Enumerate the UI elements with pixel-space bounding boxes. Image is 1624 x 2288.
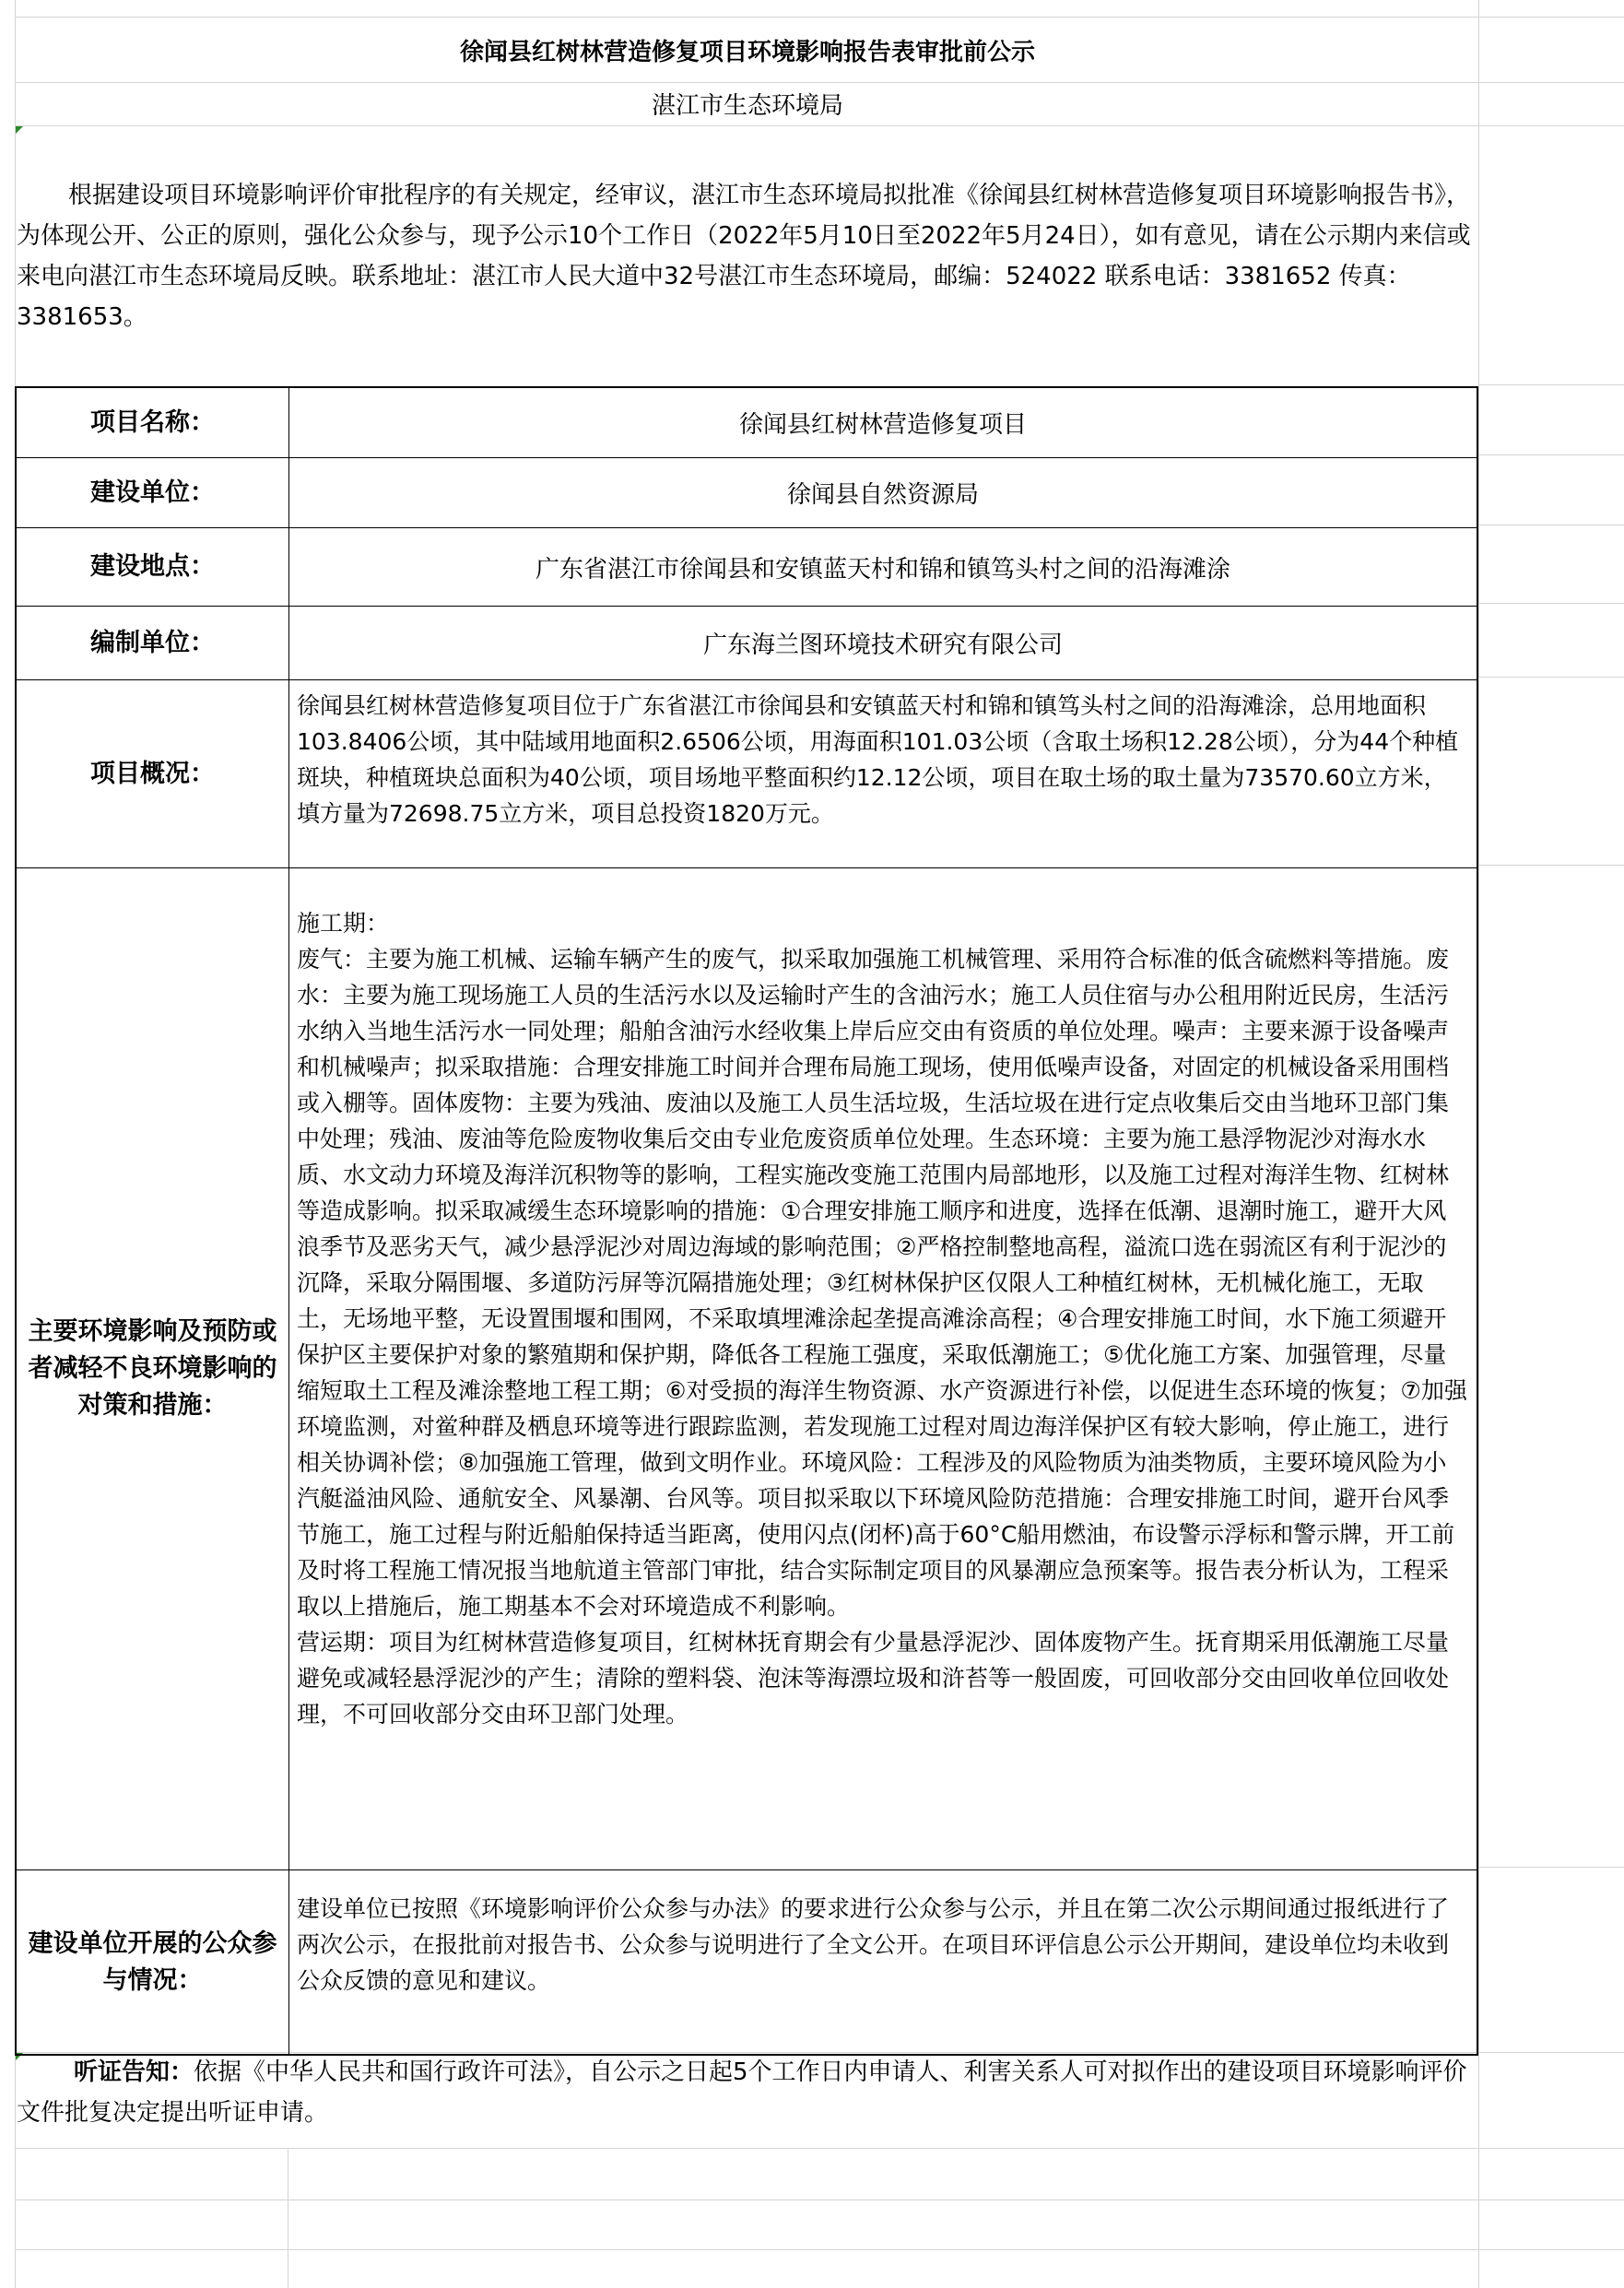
construction-measures: 废气：主要为施工机械、运输车辆产生的废气，拟采取加强施工机械管理、采用符合标准的低含硫燃料等措施。废水：主要为施工现场施工人员的生活污水以及运输时产生的含油污水；施工人员住宿与办公租用附近民房，生活污水纳入当地生活污水一同处理；船舶含油污水经收集上岸后应交由有资质的单位处理。噪声：主要来源于设备噪声和机械噪声；拟采取措施：合理安排施工时间并合理布局施工现场，使用低噪声设备，对固定的机械设备采用围档或入棚等。固体废物：主要为残油、废油以及施工人员生活垃圾，生活垃圾在进行定点收集后交由当地环卫部门集中处理；残油、废油等危险废物收集后交由专业危废资质单位处理。生态环境：主要为施工悬浮物泥沙对海水水质、水文动力环境及海洋沉积物等的影响，工程实施改变施工范围内局部地形，以及施工过程对海洋生物、红树林等造成影响。拟采取减缓生态环境影响的措施：①合理安排施工顺序和进度，选择在低潮、退潮时施工，避开大风浪季节及恶劣天气，减少悬浮泥沙对周边海域的影响范围；②严格控制整地高程，溢流口选在弱流区有利于泥沙的沉降，采取分隔围堰、多道防污屏等沉隔措施处理；③红树林保护区仅限人工种植红树林，无机械化施工，无取土，无场地平整，无设置围堰和围网，不采取填埋滩涂起垄提高滩涂高程；④合理安排施工时间，水下施工须避开保护区主要保护对象的繁殖期和保护期，降低各工程施工强度，采取低潮施工；⑤优化施工方案、加强管理，尽量缩短取土工程及滩涂整地工程工期；⑥对受损的海洋生物资源、水产资源进行补偿，以促进生态环境的恢复；⑦加强环境监测，对鲎种群及栖息环境等进行跟踪监测，若发现施工过程对周边海洋保护区有较大影响，停止施工，进行相关协调补偿；⑧加强施工管理，做到文明作业。环境风险：工程涉及的风险物质为油类物质，主要环境风险为小汽艇溢油风险、通航安全、风暴潮、台风等。项目拟采取以下环境风险防范措施：合理安排施工时间，避开台风季节施工，施工过程与附近船舶保持适当距离，使用闪点(闭杯)高于60°C船用燃油，布设警示浮标和警示牌，开工前及时将工程施工情况报当地航道主管部门审批，结合实际制定项目的风暴潮应急预案等。报告表分析认为，工程采取以上措施后，施工期基本不会对环境造成不利影响。 — [297, 946, 1467, 1620]
comment-marker — [16, 126, 23, 134]
value-measures — [289, 868, 1477, 1869]
hearing-label: 听证告知： — [74, 2058, 194, 2086]
value-builder: 徐闻县自然资源局 — [786, 481, 979, 509]
agency-name: 湛江市生态环境局 — [651, 91, 843, 120]
label-project-name: 项目名称： — [17, 388, 289, 457]
document-title: 徐闻县红树林营造修复项目环境影响报告表审批前公示 — [459, 38, 1035, 66]
overview-text: 徐闻县红树林营造修复项目位于广东省湛江市徐闻县和安镇蓝天村和锦和镇笃头村之间的沿海滩涂，总用地面积103.8406公顷，其中陆域用地面积2.6506公顷，用海面积101.03公顷（含取土场积12.28公顷），分为44个种植斑块，种植斑块总面积为40公顷，项目场地平整面积约12.12公顷，项目在取土场的取土量为73570.60立方米，填方量为72698.75立方米，项目总投资1820万元。 — [297, 692, 1459, 827]
hearing-notice — [17, 2052, 1486, 2133]
info-table — [15, 386, 1478, 2056]
gridline — [1478, 677, 1624, 678]
value-overview — [289, 680, 1477, 867]
value-location: 广东省湛江市徐闻县和安镇蓝天村和锦和镇笃头村之间的沿海滩涂 — [535, 555, 1230, 584]
row-participation — [17, 1870, 1477, 2054]
label-measures: 主要环境影响及预防或者减轻不良环境影响的对策和措施： — [17, 868, 289, 1869]
operation-measures: 营运期：项目为红树林营造修复项目，红树林抚育期会有少量悬浮泥沙、固体废物产生。抚育期采用低潮施工尽量避免或减轻悬浮泥沙的产生；清除的塑料袋、泡沫等海漂垃圾和浒苔等一般固废，可回收部分交由回收单位回收处理，不可回收部分交由环卫部门处理。 — [297, 1629, 1450, 1728]
gridline — [1478, 865, 1624, 866]
value-compiler: 广东海兰图环境技术研究有限公司 — [702, 631, 1063, 659]
label-overview: 项目概况： — [17, 680, 289, 867]
gridline — [15, 2148, 1624, 2149]
label-location: 建设地点： — [17, 528, 289, 606]
row-project-name — [17, 388, 1477, 458]
gridline — [15, 17, 1624, 18]
label-compiler: 编制单位： — [17, 607, 289, 679]
gridline — [15, 2249, 1624, 2250]
row-compiler — [17, 607, 1477, 680]
gridline — [1478, 1867, 1624, 1868]
row-overview — [17, 680, 1477, 868]
row-location — [17, 528, 1477, 607]
gridline — [1478, 603, 1624, 604]
gridline — [15, 125, 1624, 126]
label-participation: 建设单位开展的公众参与情况： — [17, 1870, 289, 2054]
construction-heading: 施工期： — [297, 910, 390, 937]
hearing-text: 依据《中华人民共和国行政许可法》，自公示之日起5个工作日内申请人、利害关系人可对拟作出的建设项目环境影响评价文件批复决定提出听证申请。 — [17, 2058, 1467, 2127]
value-project-name: 徐闻县红树林营造修复项目 — [738, 411, 1027, 439]
row-measures — [17, 868, 1477, 1870]
value-participation — [289, 1870, 1477, 2054]
gridline — [1478, 454, 1624, 455]
gridline — [1478, 384, 1624, 385]
participation-text: 建设单位已按照《环境影响评价公众参与办法》的要求进行公众参与公示，并且在第二次公示期间通过报纸进行了两次公示，在报批前对报告书、公众参与说明进行了全文公开。在项目环评信息公示公开期间，建设单位均未收到公众反馈的意见和建议。 — [297, 1895, 1450, 1994]
row-builder — [17, 458, 1477, 528]
label-builder: 建设单位： — [17, 458, 289, 527]
gridline — [1478, 0, 1479, 2288]
intro-paragraph: 根据建设项目环境影响评价审批程序的有关规定，经审议，湛江市生态环境局拟批准《徐闻县红树林营造修复项目环境影响报告书》，为体现公开、公正的原则，强化公众参与，现予公示10个工作日（2022年5月10日至2022年5月24日），如有意见，请在公示期内来信或来电向湛江市生态环境局反映。联系地址：湛江市人民大道中32号湛江市生态环境局，邮编：524022 联系电话：3381652 传真：3381653。 — [17, 182, 1471, 331]
